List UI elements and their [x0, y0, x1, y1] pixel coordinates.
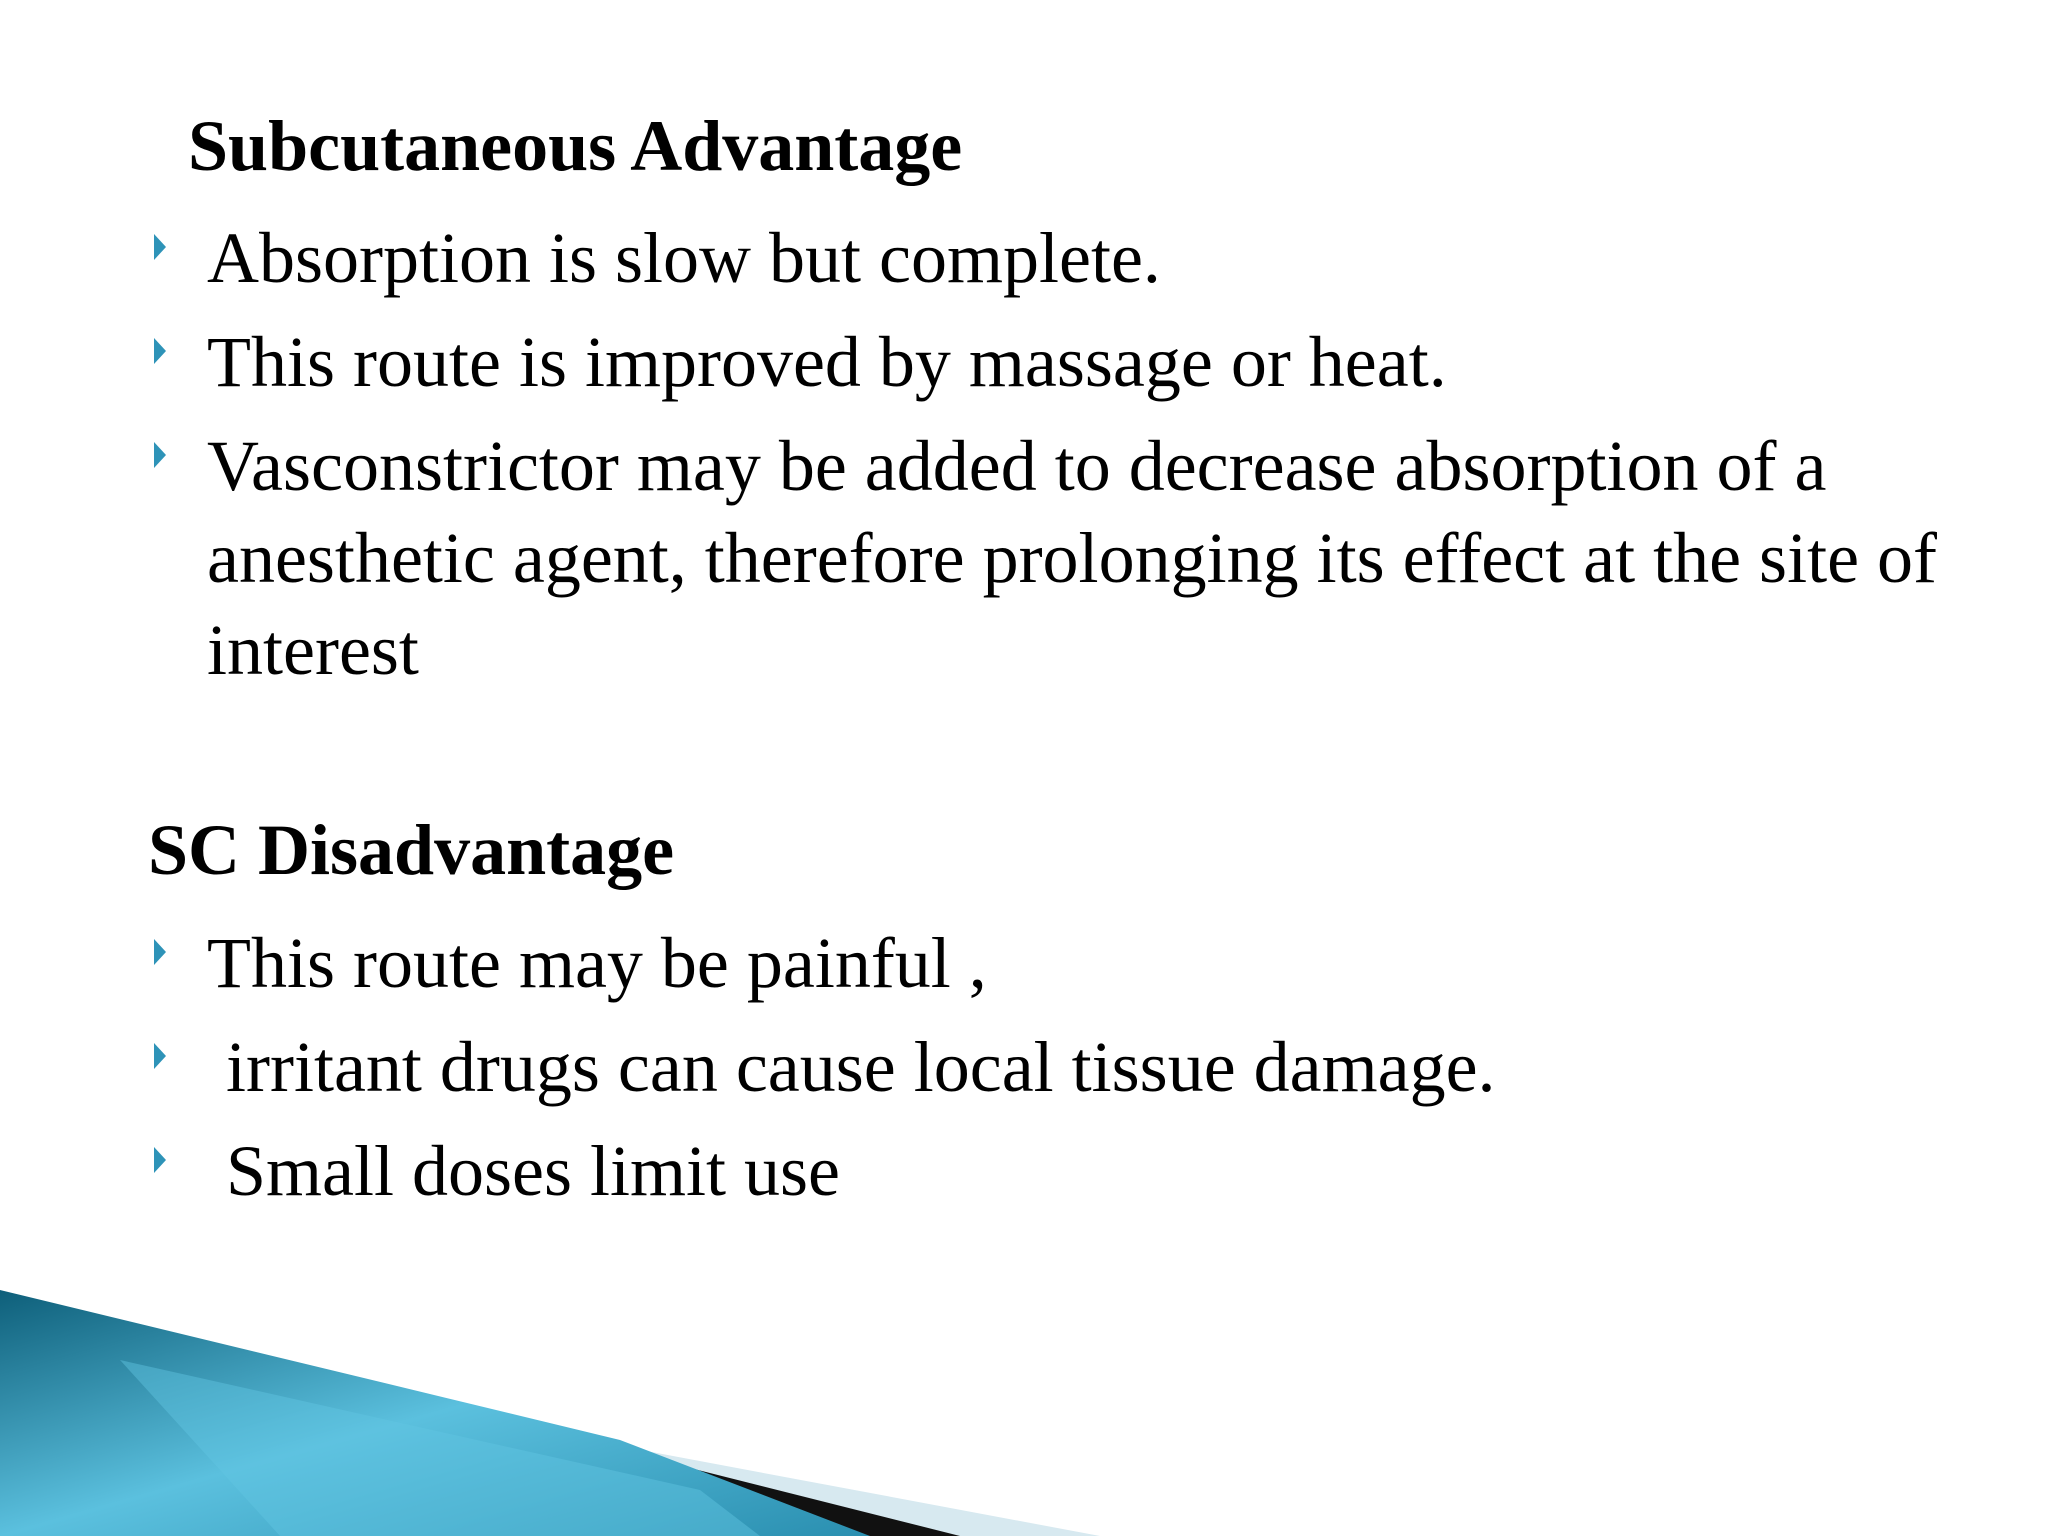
advantage-heading: Subcutaneous Advantage: [188, 106, 963, 186]
disadvantage-heading: SC Disadvantage: [148, 810, 675, 890]
bullet-text: This route is improved by massage or heat.: [207, 322, 1447, 402]
triangle-right-icon: [152, 1145, 168, 1175]
bullet-text: Vasconstrictor may be added to decrease absorption of a anesthetic agent, therefore prolonging its effect at the site of interest: [207, 426, 1938, 690]
triangle-right-icon: [152, 440, 168, 470]
decorative-wave: [0, 1280, 2048, 1536]
triangle-right-icon: [152, 937, 168, 967]
bullet-text: This route may be painful ,: [207, 923, 987, 1003]
triangle-right-icon: [152, 1041, 168, 1071]
triangle-right-icon: [152, 232, 168, 262]
triangle-right-icon: [152, 336, 168, 366]
bullet-text: Absorption is slow but complete.: [207, 218, 1161, 298]
bullet-text: Small doses limit use: [226, 1131, 841, 1211]
bullet-text: irritant drugs can cause local tissue damage.: [226, 1027, 1496, 1107]
